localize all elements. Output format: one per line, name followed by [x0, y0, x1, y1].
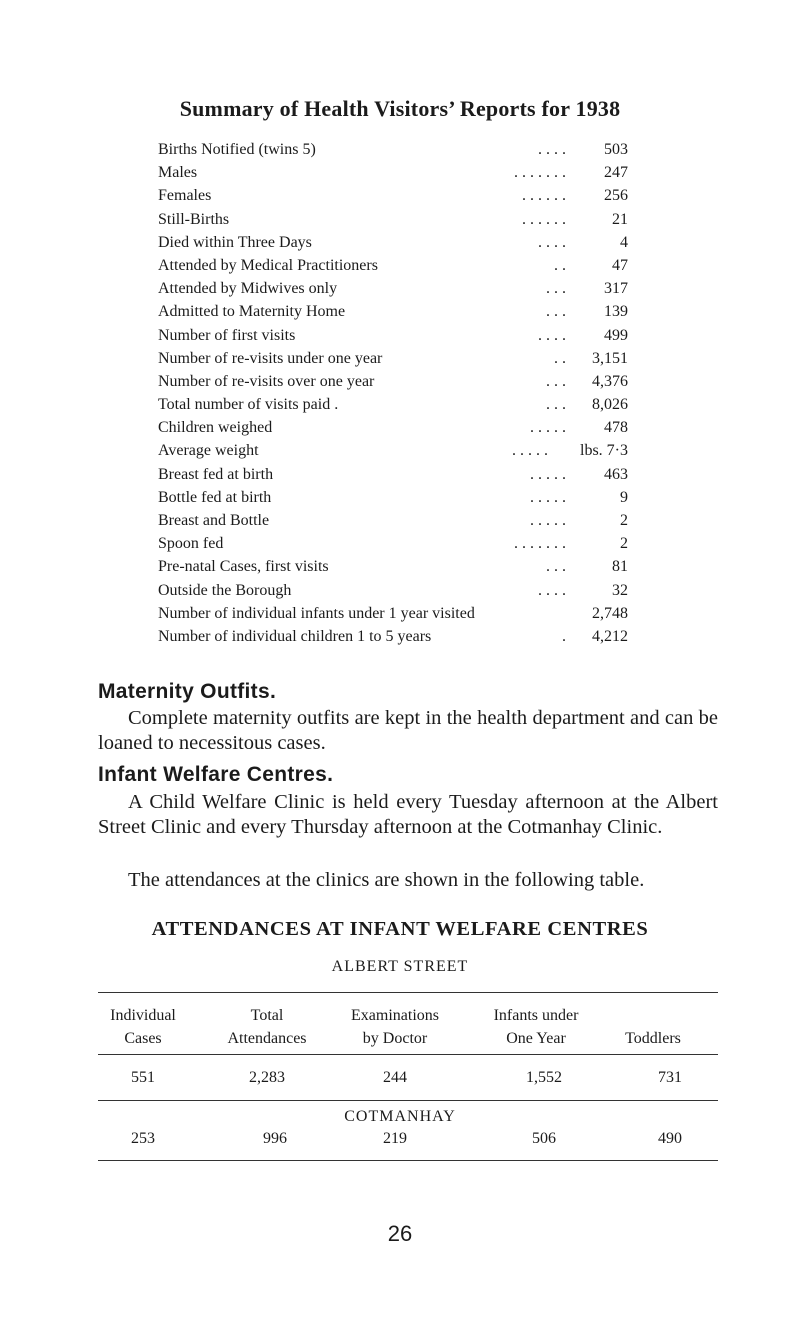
row-value: 499 — [604, 326, 628, 344]
column-header-line: Attendances — [227, 1030, 307, 1047]
column-header-line: by Doctor — [362, 1030, 428, 1047]
row-value: 21 — [612, 210, 628, 228]
row-value: 4,212 — [592, 627, 628, 645]
row-label: Number of re-visits under one year — [158, 347, 386, 370]
row-value: 2,748 — [592, 604, 628, 622]
column-header-line: Toddlers — [625, 1030, 681, 1047]
row-value: 81 — [612, 558, 628, 576]
row-value: lbs. 7·3 — [580, 442, 628, 460]
albert-examinations: 244 — [383, 1069, 407, 1086]
summary-row — [158, 532, 628, 555]
row-label: Males — [158, 161, 201, 184]
row-value: 463 — [604, 465, 628, 483]
page-number: 26 — [387, 1221, 413, 1246]
cotmanhay-toddlers: 490 — [658, 1130, 682, 1147]
albert-toddlers: 731 — [658, 1069, 682, 1086]
summary-row — [158, 324, 628, 347]
column-header-examinations — [335, 1004, 455, 1050]
albert-individual-cases: 551 — [131, 1069, 155, 1086]
column-header-line: Infants under — [493, 1007, 579, 1024]
albert-infants-under-one: 1,552 — [526, 1069, 562, 1086]
maternity-paragraph: Complete maternity outfits are kept in the health department and can be loaned to necessitous cases. — [98, 707, 718, 754]
summary-row — [158, 277, 628, 300]
summary-row — [158, 416, 628, 439]
row-leader-dots: . . . . . — [530, 465, 566, 483]
row-value: 4 — [620, 233, 628, 251]
column-header-line: Examinations — [351, 1007, 439, 1024]
summary-row — [158, 625, 628, 648]
row-label: Females — [158, 184, 215, 207]
summary-row — [158, 208, 628, 231]
row-value: 8,026 — [592, 396, 628, 414]
row-label: Number of first visits — [158, 324, 299, 347]
row-value: 47 — [612, 256, 628, 274]
summary-row — [158, 184, 628, 207]
column-header-individual-cases — [98, 1004, 188, 1050]
row-leader-dots: . . . . — [538, 141, 566, 158]
table-header-rule — [98, 1054, 718, 1055]
summary-row — [158, 579, 628, 602]
summary-row — [158, 439, 628, 462]
cotmanhay-examinations: 219 — [383, 1130, 407, 1147]
row-leader-dots: . . . — [546, 558, 566, 576]
row-leader-dots: . . . . — [538, 581, 566, 599]
row-leader-dots: . . . . — [538, 233, 566, 251]
row-leader-dots: . . . . . — [530, 488, 566, 506]
summary-row — [158, 138, 628, 161]
row-leader-dots: . . . . . — [512, 442, 548, 460]
summary-list — [158, 138, 628, 648]
row-leader-dots: . . . . . — [530, 419, 566, 437]
cotmanhay-title: COTMANHAY — [344, 1108, 456, 1125]
summary-row — [158, 347, 628, 370]
cotmanhay-total-attendances: 996 — [263, 1130, 287, 1147]
summary-row — [158, 254, 628, 277]
row-leader-dots: . . . . . — [530, 512, 566, 529]
attendances-intro-paragraph: The attendances at the clinics are shown in the following table. — [128, 869, 645, 891]
row-leader-dots: . . . — [546, 372, 566, 390]
row-label: Number of individual infants under 1 year visited — [158, 602, 479, 625]
row-value: 3,151 — [592, 349, 628, 367]
row-value: 478 — [604, 419, 628, 437]
row-value: 256 — [604, 187, 628, 205]
row-label: Outside the Borough — [158, 579, 295, 602]
summary-row — [158, 602, 628, 625]
row-leader-dots: . . . . — [538, 326, 566, 344]
row-value: 247 — [604, 164, 628, 182]
summary-row — [158, 486, 628, 509]
column-header-line: Total — [250, 1007, 284, 1024]
row-leader-dots: . . . . . . — [522, 187, 566, 205]
row-leader-dots: . . . — [546, 396, 566, 414]
row-leader-dots: . — [562, 627, 566, 645]
summary-title: Summary of Health Visitors’ Reports for 1938 — [179, 96, 621, 121]
column-header-line: Individual — [110, 1007, 176, 1024]
row-leader-dots: . . . . . . . — [514, 535, 566, 553]
column-header-infants-under-one — [476, 1004, 596, 1050]
row-label: Breast fed at birth — [158, 463, 277, 486]
column-header-line: One Year — [506, 1030, 566, 1047]
row-value: 503 — [604, 141, 628, 158]
summary-row — [158, 509, 628, 532]
albert-total-attendances: 2,283 — [249, 1069, 285, 1086]
row-leader-dots: . . . . . . — [522, 210, 566, 228]
row-label: Breast and Bottle — [158, 509, 273, 532]
row-leader-dots: . . . — [546, 303, 566, 321]
table-middle-rule — [98, 1100, 718, 1101]
table-top-rule — [98, 992, 718, 993]
row-leader-dots: . . — [554, 256, 566, 274]
column-header-line: Cases — [124, 1030, 162, 1047]
table-bottom-rule — [98, 1160, 718, 1161]
summary-row — [158, 161, 628, 184]
row-value: 317 — [604, 280, 628, 298]
row-label: Number of individual children 1 to 5 years — [158, 625, 435, 648]
row-label: Total number of visits paid . — [158, 393, 342, 416]
maternity-heading: Maternity Outfits. — [98, 680, 277, 703]
row-label: Births Notified (twins 5) — [158, 138, 320, 161]
row-label: Average weight — [158, 439, 263, 462]
column-header-line — [608, 1004, 698, 1027]
row-value: 4,376 — [592, 372, 628, 390]
row-label: Spoon fed — [158, 532, 227, 555]
summary-row — [158, 231, 628, 254]
row-value: 139 — [604, 303, 628, 321]
row-label: Children weighed — [158, 416, 276, 439]
row-leader-dots: . . . . . . . — [514, 164, 566, 182]
row-leader-dots: . . . — [546, 280, 566, 298]
row-label: Still-Births — [158, 208, 233, 231]
albert-street-title: ALBERT STREET — [331, 958, 469, 975]
summary-row — [158, 463, 628, 486]
row-label: Bottle fed at birth — [158, 486, 275, 509]
row-value: 2 — [620, 535, 628, 553]
column-header-toddlers — [608, 1004, 698, 1050]
column-header-total-attendances — [212, 1004, 322, 1050]
row-label: Attended by Medical Practitioners — [158, 254, 382, 277]
cotmanhay-individual-cases: 253 — [131, 1130, 155, 1147]
row-label: Attended by Midwives only — [158, 277, 341, 300]
attendances-table-title: ATTENDANCES AT INFANT WELFARE CENTRES — [151, 918, 649, 940]
row-value: 9 — [620, 488, 628, 506]
row-leader-dots: . . — [554, 349, 566, 367]
summary-row — [158, 555, 628, 578]
row-label: Died within Three Days — [158, 231, 316, 254]
summary-row — [158, 393, 628, 416]
cotmanhay-infants-under-one: 506 — [532, 1130, 556, 1147]
row-label: Admitted to Maternity Home — [158, 300, 349, 323]
row-label: Number of re-visits over one year — [158, 370, 378, 393]
infant-welfare-heading: Infant Welfare Centres. — [98, 763, 334, 786]
infant-welfare-paragraph: A Child Welfare Clinic is held every Tuesday afternoon at the Albert Street Clinic and every Thursday afternoon at the Cotmanhay Clinic. — [98, 791, 718, 838]
summary-row — [158, 300, 628, 323]
summary-row — [158, 370, 628, 393]
row-value: 2 — [620, 512, 628, 529]
row-label: Pre-natal Cases, first visits — [158, 555, 333, 578]
row-value: 32 — [612, 581, 628, 599]
